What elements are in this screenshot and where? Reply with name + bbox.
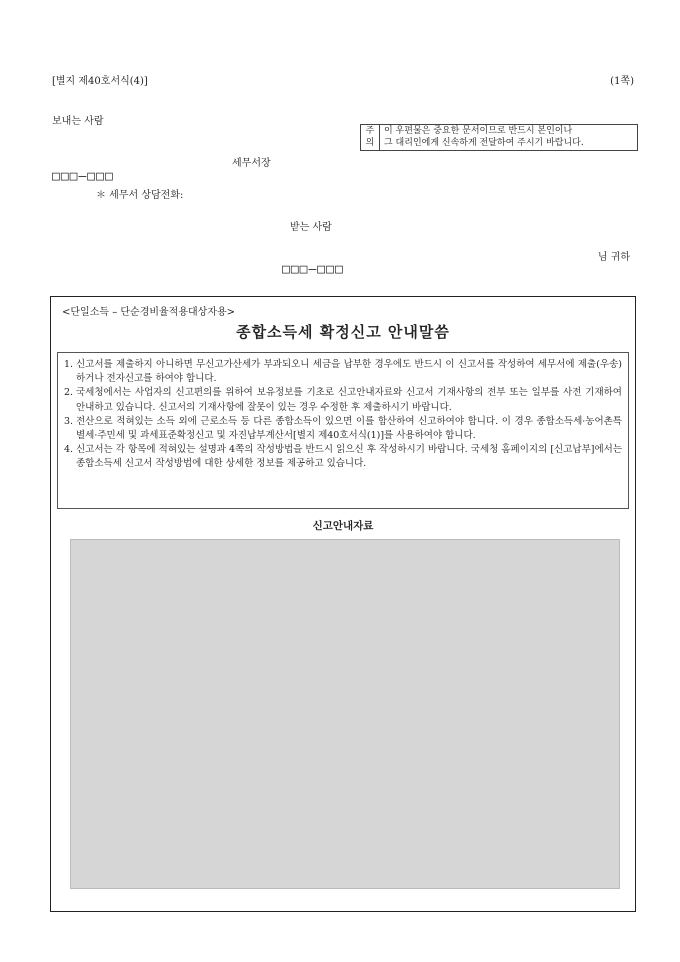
tax-office-phone-label: ＊ 세무서 상담전화: bbox=[96, 190, 184, 201]
note-item bbox=[64, 443, 622, 471]
info-data-placeholder bbox=[70, 539, 620, 889]
notice-box bbox=[360, 124, 638, 151]
section-title: 신고안내자료 bbox=[312, 520, 374, 532]
note-text: 전산으로 적혀있는 소득 외에 근로소득 등 다른 종합소득이 있으면 이를 합산하여 신고하여야 합니다. 이 경우 종합소득세·농어촌특별세·주민세 및 과세표준확정신고 및 자진납부계산서[별지 제40호서식(1)]를 사용하여야 합니다. bbox=[76, 415, 622, 442]
main-subtitle: <단일소득 – 단순경비율적용대상자용> bbox=[62, 307, 236, 318]
recipient-honorific: 님 귀하 bbox=[597, 252, 630, 263]
note-item bbox=[64, 358, 622, 386]
note-number: 2. bbox=[64, 387, 74, 399]
recipient-label: 받는 사람 bbox=[290, 222, 332, 233]
note-number: 4. bbox=[64, 444, 74, 456]
note-number: 1. bbox=[64, 359, 74, 370]
notice-head-line1: 주 bbox=[365, 126, 375, 136]
page-number: (1쪽) bbox=[610, 76, 634, 87]
note-text: 신고서는 각 항목에 적혀있는 설명과 4쪽의 작성방법을 반드시 읽으신 후 작성하시기 바랍니다. 국세청 홈페이지의 [신고납부]에서는 종합소득세 신고서 작성방법에 대한 상세한 정보를 제공하고 있습니다. bbox=[76, 444, 622, 470]
note-number: 3. bbox=[64, 415, 74, 427]
note-item bbox=[64, 386, 622, 414]
form-label: [별지 제40호서식(4)] bbox=[52, 76, 148, 87]
notice-body bbox=[380, 125, 584, 150]
notice-head bbox=[361, 125, 380, 150]
main-title: 종합소득세 확정신고 안내말씀 bbox=[236, 323, 450, 341]
note-text: 신고서를 제출하지 아니하면 무신고가산세가 부과되오니 세금을 납부한 경우에도 반드시 이 신고서를 작성하여 세무서에 제출(우송)하거나 전자신고를 하여야 합니다. bbox=[76, 359, 622, 385]
notice-line1: 이 우편물은 중요한 문서이므로 반드시 본인이나 bbox=[384, 126, 573, 136]
note-text: 국세청에서는 사업자의 신고편의를 위하여 보유정보를 기초로 신고안내자료와 신고서 기재사항의 전부 또는 일부를 사전 기재하여 안내하고 있습니다. 신고서의 기재사항에 잘못이 있는 경우 수정한 후 제출하시기 바랍니다. bbox=[76, 387, 622, 413]
recipient-postal-code: □□□–□□□ bbox=[282, 262, 344, 277]
notice-head-line2: 의 bbox=[365, 138, 375, 148]
sender-label: 보내는 사람 bbox=[52, 116, 104, 127]
tax-office-title: 세무서장 bbox=[232, 158, 271, 169]
notice-line2: 그 대리인에게 신속하게 전달하여 주시기 바랍니다. bbox=[384, 138, 584, 148]
note-item bbox=[64, 415, 622, 443]
sender-postal-code: □□□–□□□ bbox=[52, 169, 114, 184]
notes-box bbox=[57, 352, 629, 509]
